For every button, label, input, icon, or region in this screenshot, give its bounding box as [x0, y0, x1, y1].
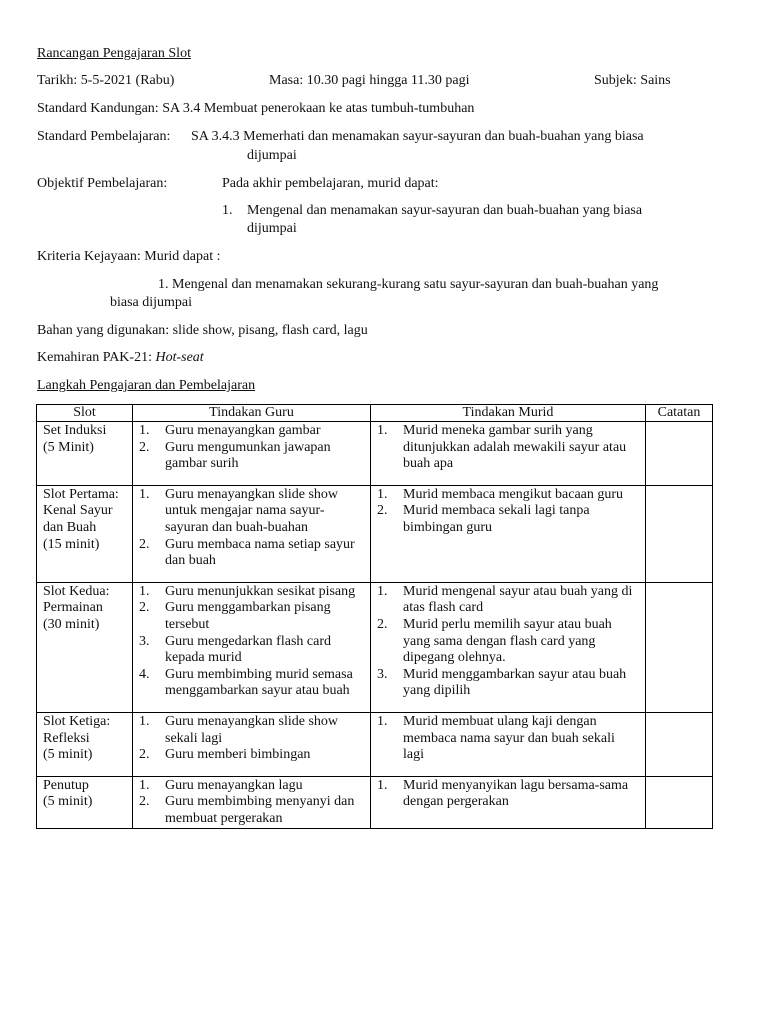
objektif-item-cont: dijumpai [247, 221, 297, 236]
item-text: Guru menayangkan slide show untuk mengajar nama sayur-sayuran dan buah-buahan [165, 486, 339, 535]
lesson-table [36, 404, 713, 829]
item-text: Murid perlu memilih sayur atau buah yang sama dengan flash card yang dipegang olehnya. [403, 616, 612, 666]
table-row [37, 776, 713, 829]
slot-line: Kenal Sayur [43, 503, 113, 519]
item-number: 2. [139, 439, 150, 455]
catatan-cell [646, 422, 713, 486]
item-number: 1. [377, 713, 388, 729]
slot-line: Permainan [43, 600, 103, 616]
standard-pembelajaran-label: Standard Pembelajaran: [37, 129, 171, 144]
document-title: Rancangan Pengajaran Slot [37, 46, 191, 61]
item-number: 2. [139, 747, 150, 763]
list-item [377, 487, 639, 504]
murid-cell [371, 422, 646, 486]
item-text: Murid membaca sekali lagi tanpa bimbingan guru [403, 503, 590, 535]
murid-cell [371, 712, 646, 776]
item-text: Guru menayangkan lagu [165, 777, 303, 793]
tarikh-field: Tarikh: 5-5-2021 (Rabu) [37, 73, 175, 88]
item-number: 1. [139, 423, 150, 438]
item-number: 2. [139, 794, 150, 810]
item-number: 3. [139, 633, 150, 649]
murid-cell [371, 582, 646, 712]
item-number: 3. [377, 666, 388, 682]
kemahiran-label: Kemahiran PAK-21: [37, 350, 156, 365]
item-number: 1. [139, 583, 150, 599]
item-number: 1. [377, 583, 388, 599]
list-item [139, 584, 364, 601]
list-item [377, 778, 639, 811]
kriteria-item-cont: biasa dijumpai [110, 295, 193, 310]
slot-line: (30 minit) [43, 616, 100, 632]
slot-cell [37, 712, 133, 776]
slot-line: (5 minit) [43, 794, 93, 810]
item-text: Guru menggambarkan pisang tersebut [165, 600, 331, 632]
list-item [139, 778, 364, 795]
slot-cell [37, 582, 133, 712]
item-text: Guru menayangkan gambar [165, 423, 321, 438]
slot-cell [37, 422, 133, 486]
item-number: 2. [377, 616, 388, 632]
item-number: 1. [377, 486, 388, 502]
item-text: Murid membaca mengikut bacaan guru [403, 486, 624, 502]
item-number: 2. [377, 503, 388, 519]
guru-cell [133, 485, 371, 582]
list-item [139, 794, 364, 827]
catatan-cell [646, 485, 713, 582]
standard-kandungan: Standard Kandungan: SA 3.4 Membuat penerokaan ke atas tumbuh-tumbuhan [37, 101, 475, 116]
header-tindakan-guru: Tindakan Guru [133, 405, 371, 422]
guru-cell [133, 712, 371, 776]
item-text: Guru mengedarkan flash card kepada murid [165, 633, 331, 666]
item-text: Murid membuat ulang kaji dengan membaca nama sayur dan buah sekali lagi [403, 713, 615, 763]
list-item [139, 487, 364, 537]
slot-line: (5 minit) [43, 747, 93, 763]
list-item [139, 667, 364, 700]
item-number: 2. [139, 536, 150, 552]
list-item [139, 423, 364, 440]
slot-line: (15 minit) [43, 536, 100, 552]
slot-line: (5 Minit) [43, 439, 94, 455]
item-number: 1. [139, 777, 150, 793]
header-slot: Slot [37, 405, 133, 422]
item-text: Guru membaca nama setiap sayur dan buah [165, 536, 355, 569]
guru-cell [133, 422, 371, 486]
item-text: Murid menyanyikan lagu bersama-sama dengan pergerakan [403, 777, 629, 810]
masa-field: Masa: 10.30 pagi hingga 11.30 pagi [269, 73, 470, 88]
slot-line: Refleksi [43, 730, 90, 746]
item-text: Murid menggambarkan sayur atau buah yang dipilih [403, 666, 627, 699]
table-row [37, 485, 713, 582]
bahan-digunakan: Bahan yang digunakan: slide show, pisang, flash card, lagu [37, 323, 368, 338]
item-text: Guru membimbing murid semasa menggambarkan sayur atau buah [165, 666, 353, 699]
slot-line: Set Induksi [43, 423, 107, 438]
list-item [139, 714, 364, 747]
slot-line: Slot Ketiga: [43, 713, 111, 729]
list-item [139, 634, 364, 667]
guru-cell [133, 582, 371, 712]
item-text: Murid meneka gambar surih yang ditunjukkan adalah mewakili sayur atau buah apa [403, 423, 627, 472]
item-text: Guru menunjukkan sesikat pisang [165, 583, 356, 599]
list-item [139, 440, 364, 473]
list-item [139, 537, 364, 570]
standard-pembelajaran-text-cont: dijumpai [247, 148, 297, 163]
slot-line: Penutup [43, 777, 89, 793]
table-row [37, 582, 713, 712]
item-number: 1. [377, 423, 388, 438]
item-text: Guru mengumunkan jawapan gambar surih [165, 439, 331, 472]
murid-cell [371, 776, 646, 829]
kriteria-item: 1. Mengenal dan menamakan sekurang-kurang satu sayur-sayuran dan buah-buahan yang [158, 277, 659, 292]
list-item [139, 600, 364, 633]
list-item [139, 747, 364, 764]
item-text: Murid mengenal sayur atau buah yang di atas flash card [403, 583, 633, 616]
catatan-cell [646, 776, 713, 829]
guru-cell [133, 776, 371, 829]
item-text: Guru membimbing menyanyi dan membuat pergerakan [165, 794, 355, 826]
list-item [377, 584, 639, 617]
slot-line: Slot Kedua: [43, 583, 110, 599]
item-number: 1. [139, 713, 150, 729]
item-text: Guru menayangkan slide show sekali lagi [165, 713, 339, 746]
standard-pembelajaran-text: SA 3.4.3 Memerhati dan menamakan sayur-sayuran dan buah-buahan yang biasa [191, 129, 644, 144]
kemahiran-value: Hot-seat [155, 350, 204, 365]
slot-cell [37, 485, 133, 582]
murid-cell [371, 485, 646, 582]
subjek-field: Subjek: Sains [594, 73, 671, 88]
objektif-intro: Pada akhir pembelajaran, murid dapat: [222, 176, 439, 191]
slot-line: dan Buah [43, 519, 97, 535]
objektif-number: 1. [222, 203, 233, 218]
kriteria-kejayaan: Kriteria Kejayaan: Murid dapat : [37, 249, 221, 264]
header-catatan: Catatan [646, 405, 713, 422]
slot-line: Slot Pertama: [43, 486, 119, 502]
list-item [377, 423, 639, 473]
item-text: Guru memberi bimbingan [165, 747, 311, 763]
table-row [37, 422, 713, 486]
item-number: 4. [139, 666, 150, 682]
table-header-row [37, 405, 713, 422]
objektif-label: Objektif Pembelajaran: [37, 176, 168, 191]
kemahiran-pak21 [37, 349, 204, 366]
catatan-cell [646, 582, 713, 712]
item-number: 1. [377, 777, 388, 793]
table-row [37, 712, 713, 776]
list-item [377, 503, 639, 536]
slot-cell [37, 776, 133, 829]
langkah-heading: Langkah Pengajaran dan Pembelajaran [37, 378, 256, 393]
list-item [377, 667, 639, 700]
item-number: 2. [139, 600, 150, 616]
list-item [377, 617, 639, 667]
header-tindakan-murid: Tindakan Murid [371, 405, 646, 422]
item-number: 1. [139, 486, 150, 502]
list-item [377, 714, 639, 764]
catatan-cell [646, 712, 713, 776]
objektif-item: Mengenal dan menamakan sayur-sayuran dan buah-buahan yang biasa [247, 203, 643, 218]
